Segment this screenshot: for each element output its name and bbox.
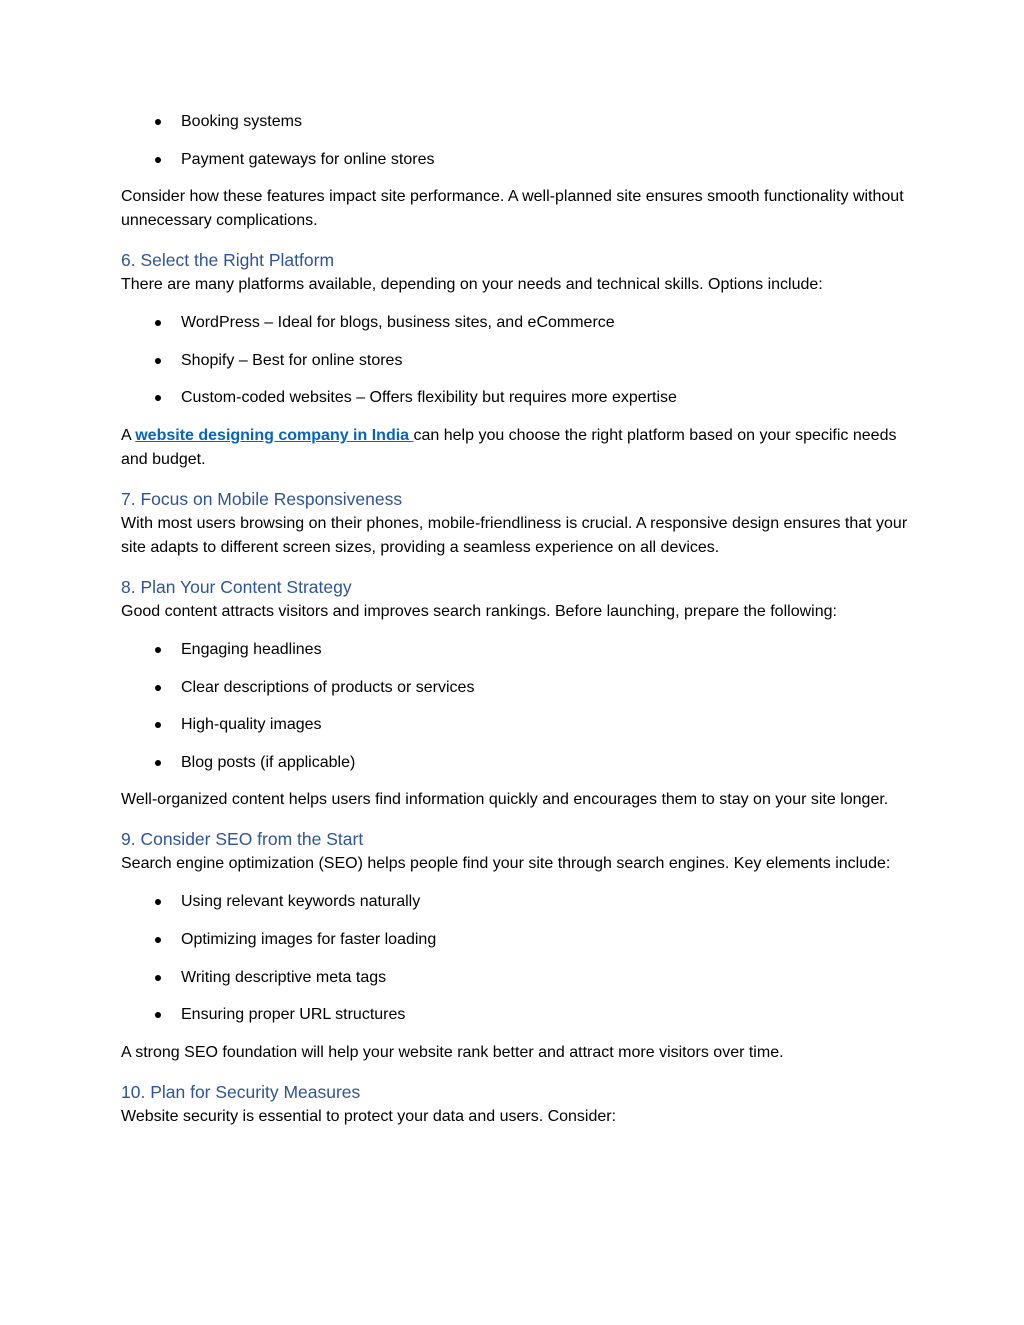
list-item: Optimizing images for faster loading: [121, 928, 911, 952]
section-8-outro: Well-organized content helps users find information quickly and encourages them to stay on your site longer.: [121, 791, 889, 809]
outro-suffix: can help you choose the right platform based on your specific needs and budget.: [121, 426, 897, 468]
top-feature-list: [121, 110, 911, 172]
content-list: [121, 638, 911, 775]
section-6-heading: 6. Select the Right Platform: [121, 250, 335, 271]
section-9-intro: Search engine optimization (SEO) helps people find your site through search engines. Key elements include:: [121, 855, 891, 873]
list-item: Engaging headlines: [121, 638, 911, 662]
section-7-body: With most users browsing on their phones, mobile-friendliness is crucial. A responsive design ensures that your site adapts to different screen sizes, providing a seamless experience on all devices.: [121, 514, 908, 556]
section-9: [121, 826, 911, 1064]
platform-list: [121, 311, 911, 410]
list-item: Booking systems: [121, 110, 911, 134]
section-9-heading: 9. Consider SEO from the Start: [121, 829, 364, 850]
section-8-intro: Good content attracts visitors and improves search rankings. Before launching, prepare the following:: [121, 602, 837, 620]
features-paragraph: Consider how these features impact site performance. A well-planned site ensures smooth functionality without unnecessary complications.: [121, 188, 904, 230]
website-designing-company-link[interactable]: website designing company in India: [135, 426, 414, 444]
section-6-intro: There are many platforms available, depending on your needs and technical skills. Options include:: [121, 276, 823, 294]
document-page: [121, 110, 911, 1143]
outro-prefix: A: [121, 426, 136, 444]
list-item: Custom-coded websites – Offers flexibility but requires more expertise: [121, 386, 911, 410]
list-item: WordPress – Ideal for blogs, business sites, and eCommerce: [121, 311, 911, 335]
list-item: Payment gateways for online stores: [121, 148, 911, 172]
section-10: [121, 1079, 911, 1129]
seo-list: [121, 890, 911, 1027]
section-6-outro: [121, 424, 911, 472]
section-9-outro: A strong SEO foundation will help your website rank better and attract more visitors over time.: [121, 1043, 784, 1061]
list-item: Using relevant keywords naturally: [121, 890, 911, 914]
list-item: Ensuring proper URL structures: [121, 1003, 911, 1027]
list-item: Blog posts (if applicable): [121, 751, 911, 775]
section-6: [121, 247, 911, 472]
list-item: High-quality images: [121, 713, 911, 737]
list-item: Writing descriptive meta tags: [121, 966, 911, 990]
section-8: [121, 574, 911, 812]
list-item: Clear descriptions of products or services: [121, 676, 911, 700]
section-7-heading: 7. Focus on Mobile Responsiveness: [121, 488, 403, 509]
section-7: [121, 486, 911, 560]
section-8-heading: 8. Plan Your Content Strategy: [121, 576, 352, 597]
section-10-heading: 10. Plan for Security Measures: [121, 1081, 361, 1102]
section-10-intro: Website security is essential to protect your data and users. Consider:: [121, 1107, 617, 1125]
list-item: Shopify – Best for online stores: [121, 349, 911, 373]
